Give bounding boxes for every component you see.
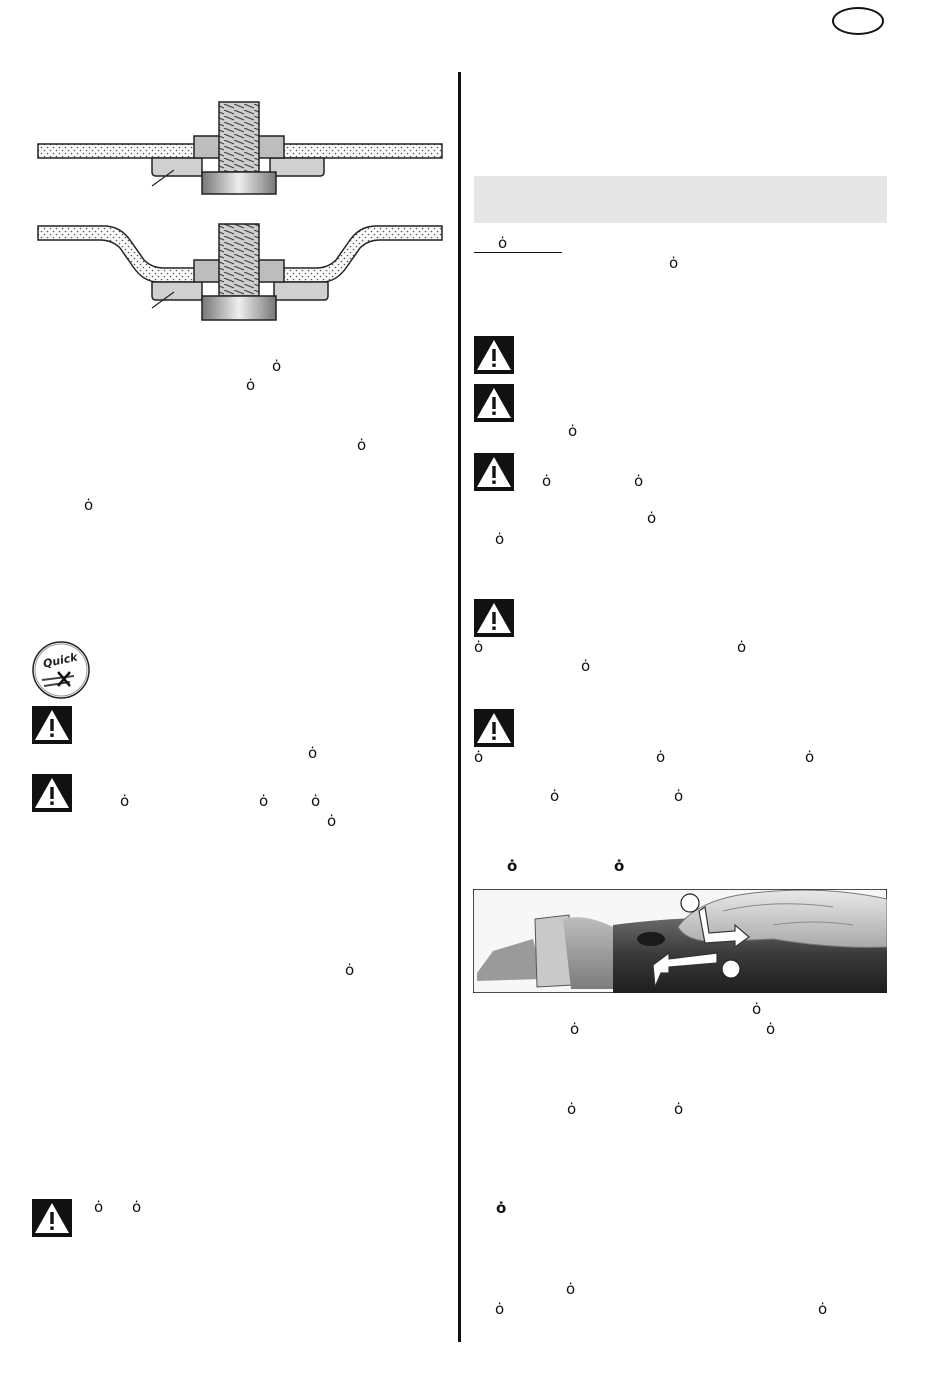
glyph: ȯ: [550, 787, 560, 805]
glyph: ȯ: [474, 638, 484, 656]
section-heading-box: [474, 176, 887, 223]
warning-triangle-icon: [32, 706, 72, 744]
glyph: ȯ: [496, 1199, 507, 1217]
glyph: ȯ: [752, 1000, 762, 1018]
glyph: ȯ: [669, 254, 679, 272]
flange-diagram: [34, 98, 446, 324]
warning-triangle-icon: [32, 774, 72, 812]
glyph: ȯ: [498, 234, 508, 252]
glyph: ȯ: [566, 1280, 576, 1298]
glyph: ȯ: [766, 1020, 776, 1038]
glyph: ȯ: [507, 857, 518, 875]
glyph: ȯ: [674, 787, 684, 805]
warning-triangle-icon: [474, 384, 514, 422]
warning-triangle-icon: [32, 1199, 72, 1237]
glyph: ȯ: [818, 1300, 828, 1318]
glyph: ȯ: [570, 1020, 580, 1038]
glyph: ȯ: [805, 748, 815, 766]
glyph: ȯ: [94, 1198, 104, 1216]
glyph: ȯ: [581, 657, 591, 675]
switch-operation-photo: [473, 889, 887, 993]
glyph: ȯ: [647, 509, 657, 527]
glyph: ȯ: [272, 357, 282, 375]
glyph: ȯ: [674, 1100, 684, 1118]
warning-triangle-icon: [474, 709, 514, 747]
language-badge: [832, 7, 884, 35]
glyph: ȯ: [120, 792, 130, 810]
svg-text:Quick: Quick: [41, 650, 79, 671]
glyph: ȯ: [495, 1300, 505, 1318]
glyph: ȯ: [474, 748, 484, 766]
glyph: ȯ: [495, 530, 505, 548]
glyph: ȯ: [259, 792, 269, 810]
glyph: ȯ: [327, 812, 337, 830]
glyph: ȯ: [132, 1198, 142, 1216]
glyph: ȯ: [567, 1100, 577, 1118]
glyph: ȯ: [246, 376, 256, 394]
glyph: ȯ: [542, 472, 552, 490]
warning-triangle-icon: [474, 336, 514, 374]
glyph: ȯ: [84, 496, 94, 514]
glyph: ȯ: [614, 857, 625, 875]
glyph: ȯ: [568, 422, 578, 440]
glyph: ȯ: [357, 436, 367, 454]
column-divider: [458, 72, 461, 1342]
heading-underline: [474, 252, 562, 253]
warning-triangle-icon: [474, 453, 514, 491]
glyph: ȯ: [308, 744, 318, 762]
glyph: ȯ: [656, 748, 666, 766]
glyph: ȯ: [311, 792, 321, 810]
warning-triangle-icon: [474, 599, 514, 637]
glyph: ȯ: [737, 638, 747, 656]
glyph: ȯ: [634, 472, 644, 490]
quick-release-nut-icon: [30, 640, 92, 700]
glyph: ȯ: [345, 961, 355, 979]
